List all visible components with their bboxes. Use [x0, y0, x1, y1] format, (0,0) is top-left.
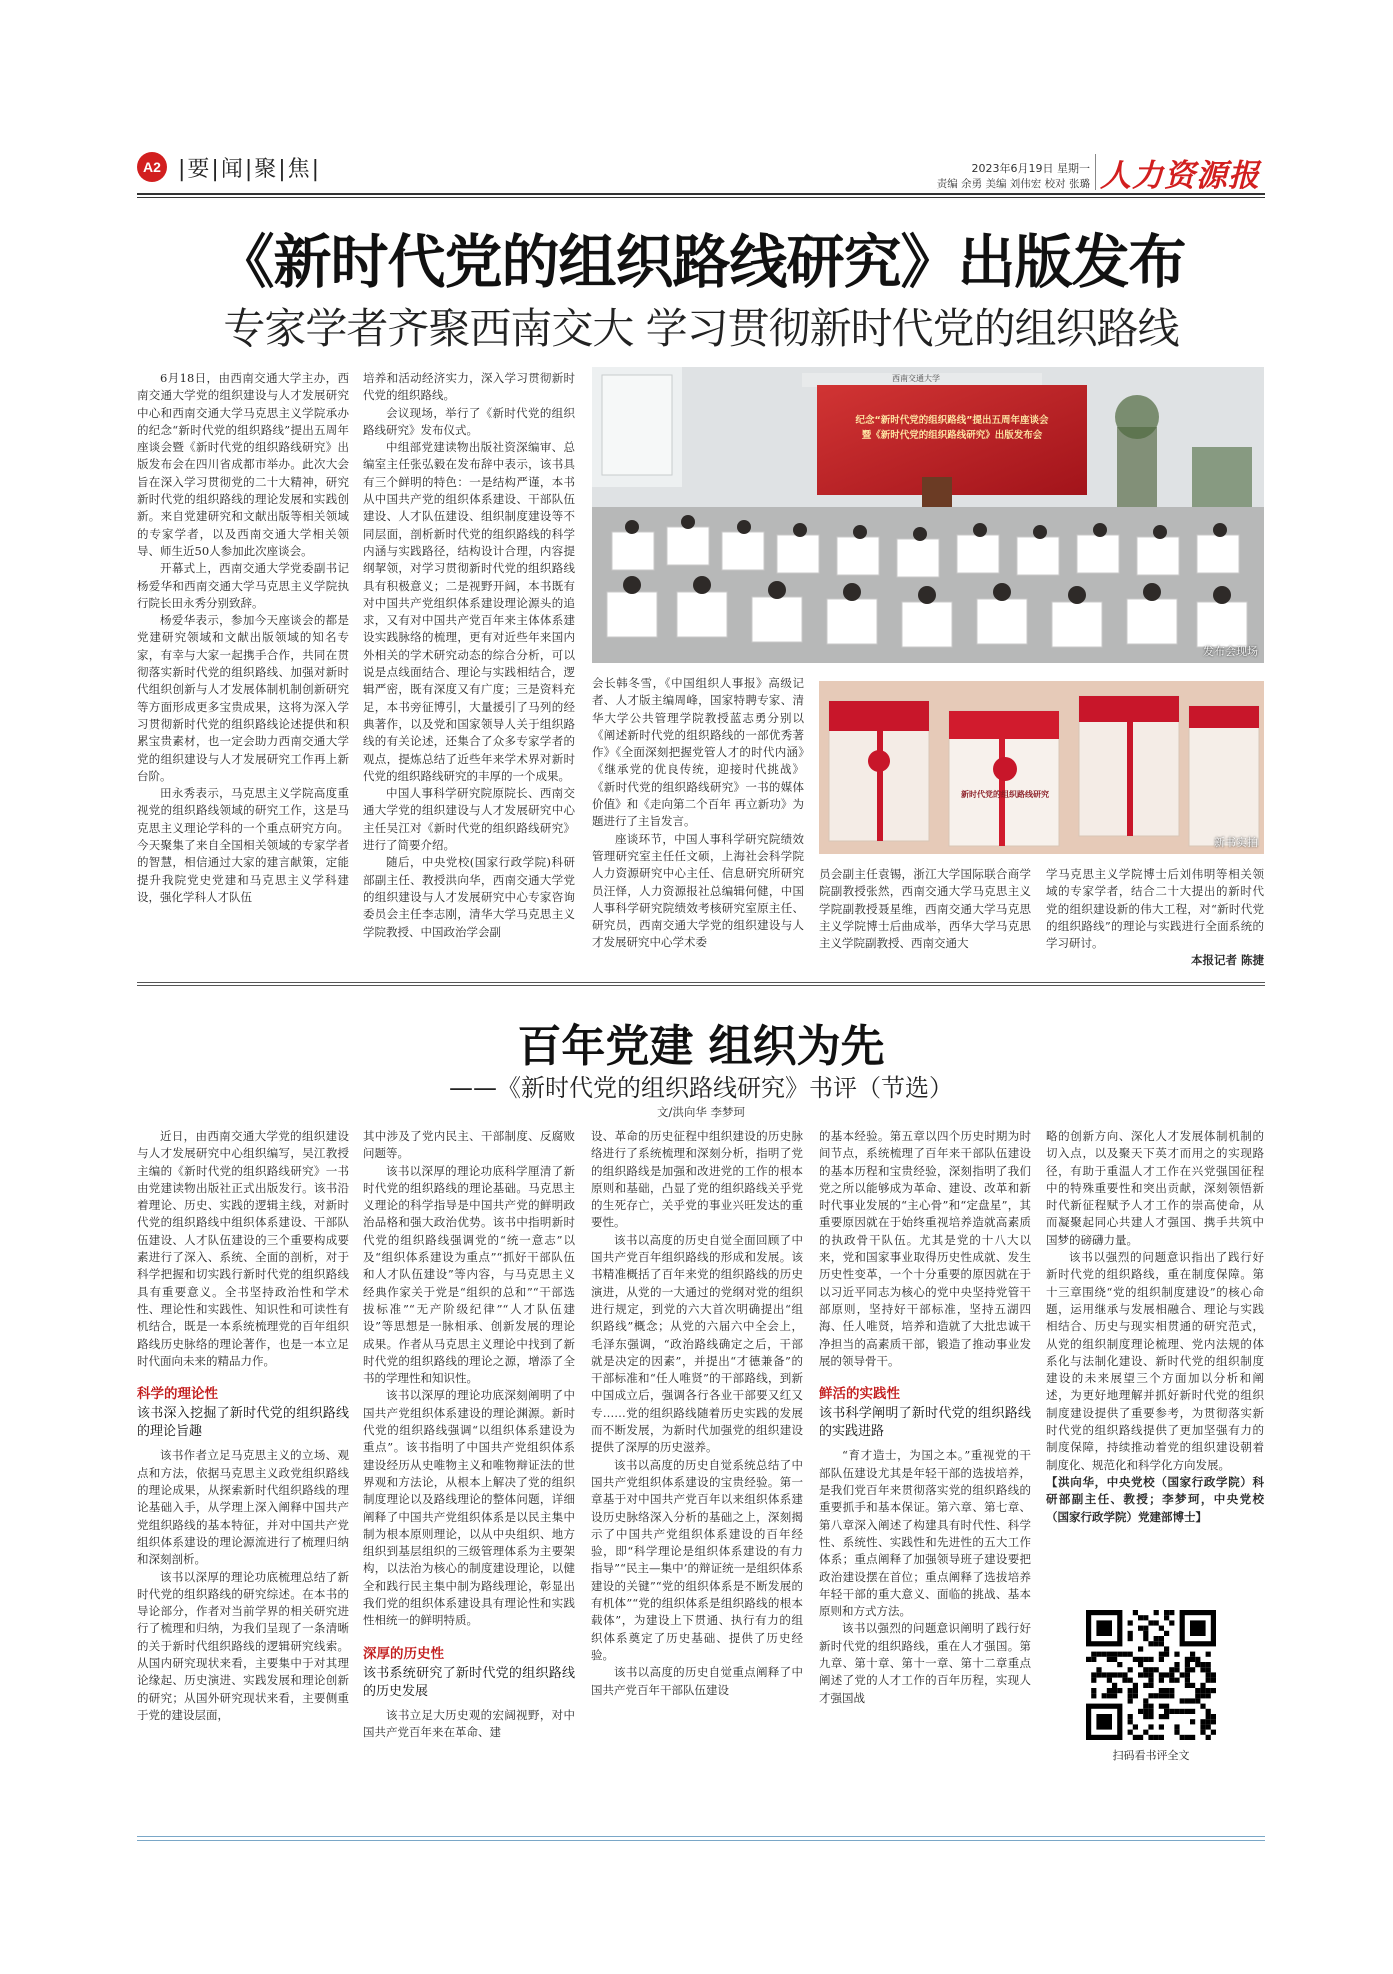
author-note: 【洪向华，中央党校（国家行政学院）科研部副主任、教授；李梦珂，中央党校（国家行政学院）党建部博士】 [1046, 1474, 1264, 1524]
paragraph: 学马克思主义学院博士后刘伟明等相关领域的专家学者，结合二十大提出的新时代党的组织建设新的伟大工程，对“新时代党的组织路线”的理论与实践进行全面系统的学习研讨。 [1046, 867, 1264, 951]
page-number-badge: A2 [137, 152, 167, 182]
paragraph: 座谈环节，中国人事科学研究院绩效管理研究室主任任文硕，上海社会科学院人力资源研究中心主任、信息研究所研究员汪怿，人力资源报社总编辑何健，中国人事科学研究院绩效考核研究室原主任、研究员，西南交通大学党的组织建设与人才发展研究中心学术委 [592, 831, 804, 950]
photo-banner-line2: 暨《新时代党的组织路线研究》出版发布会 [861, 430, 1043, 441]
photo-banner-line1: 纪念“新时代党的组织路线”提出五周年座谈会 [855, 415, 1049, 426]
section-subheading: 该书深入挖掘了新时代党的组织路线的理论旨趣 [137, 1406, 349, 1440]
paragraph: 该书以高度的历史自觉全面回顾了中国共产党百年组织路线的形成和发展。该书精准概括了百年来党的组织路线的历史演进，从党的一大通过的党纲对党的组织进行规定，到党的六大首次明确提出“组织路线”概念；从党的六届六中全会上，毛泽东强调，“政治路线确定之后，干部就是决定的因素”，并提出“才德兼备”的干部标准和“任人唯贤”的干部路线，到新中国成立后，强调各行各业干部要又红又专……党的组织路线随着历史实践的发展而不断发展，为新时代加强党的组织建设提供了深厚的历史滋养。 [591, 1232, 803, 1455]
article2-byline: 文/洪向华 李梦珂 [656, 1105, 746, 1119]
qr-code-image [1086, 1610, 1216, 1740]
photo-wall-sign: 西南交通大学 [892, 374, 940, 383]
paragraph: 随后，中央党校(国家行政学院)科研部副主任、教授洪向华，西南交通大学党的组织建设与人才发展研究中心专家咨询委员会主任李志刚，清华大学马克思主义学院教授、中国政治学会副 [363, 855, 575, 939]
paragraph: 近日，由西南交通大学党的组织建设与人才发展研究中心组织编写，吴江教授主编的《新时代党的组织路线研究》一书由党建读物出版社正式出版发行。该书沿着理论、历史、实践的逻辑主线，对新时代党的组织路线中组织体系建设、干部队伍建设、人才队伍建设的三个重要构成要素进行了深入、系统、全面的剖析，对于科学把握和切实践行新时代党的组织路线具有重要意义。全书坚持政治性和学术性、理论性和实践性、知识性和可读性有机结合，既是一本系统梳理党的百年组织路线历史脉络的理论著作，也是一本立足时代面向未来的精品力作。 [137, 1129, 349, 1368]
book-cover-title: 新时代党的组织路线研究 [961, 790, 1049, 799]
article2-title: 百年党建 组织为先 [517, 1021, 885, 1072]
article1-column-3 [592, 675, 804, 970]
paragraph: 该书以强烈的问题意识指出了践行好新时代党的组织路线，重在制度保障。第十三章围绕“党的组织制度建设”的核心命题，运用继承与发展相融合、理论与实践相结合、历史与现实相贯通的研究范式，从党的组织制度理论梳理、党内法规的体系化与法制化建设、新时代党的组织制度建设的未来展望三个方面加以分析和阐述，为更好地理解并抓好新时代党的组织制度建设提供了重要参考，为贯彻落实新时代党的组织路线提供了更加坚强有力的制度保障，持续推动着党的组织建设朝着制度化、规范化和科学化方向发展。 [1046, 1250, 1264, 1472]
section-subheading: 该书系统研究了新时代党的组织路线的历史发展 [363, 1665, 575, 1699]
paragraph: 该书以深厚的理论功底科学厘清了新时代党的组织路线的理论基础。马克思主义理论的科学指导是中国共产党的鲜明政治品格和强大政治优势。该书中指明新时代党的组织路线强调党的“统一意志”以及“组织体系建设为重点”“抓好干部队伍和人才队伍建设”等内容，与马克思主义经典作家关于党是“组织的总和”“干部选拔标准”“无产阶级纪律”“人才队伍建设”等思想是一脉相承、创新发展的理论成果。作者从马克思主义理论中找到了新时代党的组织路线的理论之源，增添了全书的学理性和知识性。 [363, 1163, 575, 1386]
paragraph: 中国人事科学研究院原院长、西南交通大学党的组织建设与人才发展研究中心主任吴江对《新时代党的组织路线研究》进行了简要介绍。 [363, 786, 575, 853]
paragraph: 6月18日，由西南交通大学主办，西南交通大学党的组织建设与人才发展研究中心和西南交通大学马克思主义学院承办的纪念“新时代党的组织路线”提出五周年座谈会暨《新时代党的组织路线研究》出版发布会在四川省成都市举办。此次大会旨在深入学习贯彻党的二十大精神，研究新时代党的组织路线的理论发展和实践创新。来自党建研究和文献出版等相关领域的专家学者，以及西南交通大学相关领导、师生近50人参加此次座谈会。 [137, 371, 349, 558]
paragraph: 该书以高度的历史自觉系统总结了中国共产党组织体系建设的宝贵经验。第一章基于对中国共产党百年以来组织体系建设历史脉络深入分析的基础之上，深刻揭示了中国共产党组织体系建设的百年经验，即“科学理论是组织体系建设的有力指导”“民主—集中’的辩证统一是组织体系建设的关键”“党的组织体系是不断发展的有机体”“党的组织体系是组织路线的根本载体”，为建设上下贯通、执行有力的组织体系奠定了历史基础、提供了历史经验。 [591, 1457, 803, 1662]
paragraph: 开幕式上，西南交通大学党委副书记杨爱华和西南交通大学马克思主义学院执行院长田永秀分别致辞。 [137, 561, 349, 610]
paragraph: 的基本经验。第五章以四个历史时期为时间节点，系统梳理了百年来干部队伍建设的基本历程和宝贵经验，深刻指明了我们党之所以能够成为革命、建设、改革和新时代事业发展的“主心骨”和“定盘星”，其重要原因就在于始终重视培养造就高素质的执政骨干队伍。尤其是党的十八大以来，党和国家事业取得历史性成就、发生历史性变革，一个十分重要的原因就在于以习近平同志为核心的党中央坚持党管干部原则，坚持好干部标准，坚持五湖四海、任人唯贤，培养和造就了大批忠诚干净担当的高素质干部，锻造了推动事业发展的领导骨干。 [819, 1129, 1031, 1368]
paragraph: 中组部党建读物出版社资深编审、总编室主任张弘毅在发布辞中表示，该书具有三个鲜明的特色：一是结构严谨，本书从中国共产党的组织体系建设、干部队伍建设、人才队伍建设、组织制度建设等不同层面，剖析新时代党的组织路线的科学内涵与实践路径，结构设计合理，内容提纲挈领，对学习贯彻新时代党的组织路线具有积极意义；二是视野开阔，本书既有对中国共产党组织体系建设理论源头的追求，又有对中国共产党百年来主体体系建设实践脉络的梳理，更有对近些年来国内外相关的学术研究动态的综合分析，可以说是点线面结合、理论与实践相结合，逻辑严密，既有深度又有广度；三是资料充足，本书旁征博引，大量援引了马列的经典著作，以及党和国家领导人关于组织路线的有关论述，还集合了众多专家学者的观点，提炼总结了近些年来学术界对新时代党的组织路线研究的丰厚的一个成果。 [363, 440, 575, 783]
book-photo [819, 681, 1264, 854]
article1-column-4 [819, 866, 1031, 970]
paragraph: 会长韩冬雪，《中国组织人事报》高级记者、人才版主编周峰，国家特聘专家、清华大学公共管理学院教授蓝志勇分别以《阐述新时代党的组织路线的一部优秀著作》《全面深刻把握党管人才的时代内涵》《继承党的优良传统，迎接时代挑战》《新时代党的组织路线研究》一书的媒体价值》和《走向第二个百年 再立新功》为题进行了主旨发言。 [592, 676, 804, 829]
paragraph: 该书立足大历史观的宏阔视野，对中国共产党百年来在革命、建 [363, 1707, 575, 1740]
article2-column-2 [363, 1128, 575, 1828]
article2-subtitle: ——《新时代党的组织路线研究》书评（节选） [449, 1074, 953, 1102]
article2-column-3 [591, 1128, 803, 1828]
article2-column-1 [137, 1128, 349, 1828]
photo-caption: 发布会现场 [1203, 645, 1258, 658]
article1-column-5 [1046, 866, 1264, 970]
date-line: 2023年6月19日 星期一 [971, 162, 1090, 175]
book-photo-illustration [819, 681, 1264, 854]
article2-column-5 [1046, 1128, 1264, 1568]
paragraph: 该书作者立足马克思主义的立场、观点和方法，依据马克思主义政党组织路线的理论成果，从探索新时代组织路线的理论基础入手，从学理上深入阐释中国共产党组织路线的基本特征，并对中国共产党组织体系建设的理论源流进行了梳理归纳和深刻剖析。 [137, 1448, 349, 1567]
section-heading: 鲜活的实践性 [819, 1386, 900, 1403]
qr-caption: 扫码看书评全文 [1112, 1749, 1190, 1762]
paragraph: 设、革命的历史征程中组织建设的历史脉络进行了系统梳理和深刻分析，指明了党的组织路线是加强和改进党的工作的根本原则和基础，凸显了党的组织路线关乎党的生死存亡，关乎党的事业兴旺发达的重要性。 [591, 1129, 803, 1230]
reporter-credit: 本报记者 陈捷 [1190, 953, 1264, 968]
paragraph: 该书以强烈的问题意识阐明了践行好新时代党的组织路线，重在人才强国。第九章、第十章、第十一章、第十二章重点阐述了党的人才工作的百年历程，实现人才强国战 [819, 1621, 1031, 1705]
paragraph: 其中涉及了党内民主、干部制度、反腐败问题等。 [363, 1129, 575, 1161]
editors-line: 责编 余勇 美编 刘伟宏 校对 张璐 [936, 178, 1090, 190]
section-subheading: 该书科学阐明了新时代党的组织路线的实践进路 [819, 1406, 1031, 1440]
paragraph: 田永秀表示，马克思主义学院高度重视党的组织路线领域的研究工作，这是马克思主义理论学科的一个重点研究方向。今天聚集了来自全国相关领域的专家学者的智慧，相信通过大家的建言献策，定能提升我院党史党建和马克思主义学科建设，强化学科人才队伍 [137, 786, 349, 904]
paragraph: 杨爱华表示，参加今天座谈会的都是党建研究领域和文献出版领域的知名专家，有幸与大家一起携手合作，共同在贯彻落实新时代党的组织路线、加强对新时代组织创新与人才发展体制机制创新研究等方面形成更多宝贵成果，这将为深入学习贯彻新时代党的组织路线论述提供和积累宝贵素材，也一定会助力西南交通大学党的组织建设与人才发展研究工作再上新台阶。 [137, 613, 349, 783]
paragraph: “育才造士，为国之本。”重视党的干部队伍建设尤其是年轻干部的选拔培养，是我们党百年来贯彻落实党的组织路线的重要抓手和基本保证。第六章、第七章、第八章深入阐述了构建具有时代性、科学性、系统性、实践性和先进性的五大工作体系；重点阐释了加强领导班子建设要把政治建设摆在首位；重点阐释了选拔培养年轻干部的重大意义、面临的挑战、基本原则和方式方法。 [819, 1448, 1031, 1619]
section-heading: 科学的理论性 [137, 1386, 218, 1403]
article2-column-4 [819, 1128, 1031, 1828]
section-heading: 深厚的历史性 [363, 1645, 444, 1662]
qr-code[interactable] [1086, 1610, 1216, 1740]
paragraph: 会议现场，举行了《新时代党的组织路线研究》发布仪式。 [363, 405, 575, 437]
article1-column-2 [363, 370, 575, 970]
paragraph: 略的创新方向、深化人才发展体制机制的切入点，以及聚天下英才而用之的实现路径，有助于重温人才工作在兴党强国征程中的特殊重要性和突出贡献，深刻领悟新时代新征程赋予人才工作的崇高使命，从而凝聚起同心共建人才强国、携手共筑中国梦的磅礴力量。 [1046, 1129, 1264, 1247]
paragraph: 该书以高度的历史自觉重点阐释了中国共产党百年干部队伍建设 [591, 1665, 803, 1697]
section-name: |要|闻|聚|焦| [178, 157, 322, 182]
paragraph: 该书以深厚的理论功底梳理总结了新时代党的组织路线的研究综述。在本书的导论部分，作者对当前学界的相关研究进行了梳理和归纳，为我们呈现了一条清晰的关于新时代组织路线的逻辑研究线索。从国内研究现状来看，主要集中于对其理论缘起、历史演进、实践发展和理论创新的研究；从国外研究现状来看，主要侧重于党的建设层面， [137, 1569, 349, 1722]
masthead-logo: 人力资源报 [1100, 158, 1260, 194]
photo-caption: 新书实拍 [1214, 836, 1258, 849]
paragraph: 培养和活动经济实力，深入学习贯彻新时代党的组织路线。 [363, 371, 575, 403]
paragraph: 该书以深厚的理论功底深刻阐明了中国共产党组织体系建设的理论渊源。新时代党的组织路线强调“以组织体系建设为重点”。该书指明了中国共产党组织体系建设经历从史唯物主义和唯物辩证法的世界观和方法论，从根本上解决了党的组织制度理论以及路线理论的整体问题，详细阐释了中国共产党组织体系是以民主集中制为根本原则理论，以从中央组织、地方组织到基层组织的三级管理体系为主要架构，以法治为核心的制度建设理论，以健全和践行民主集中制为路线理论，彰显出我们党的组织体系建设具有理论性和实践性相统一的鲜明特质。 [363, 1388, 575, 1628]
conference-photo [592, 367, 1264, 663]
paragraph: 员会副主任袁锡，浙江大学国际联合商学院副教授张然，西南交通大学马克思主义学院副教授聂星维，西南交通大学马克思主义学院博士后曲成举，西华大学马克思主义学院副教授、西南交通大 [819, 867, 1031, 951]
article1-column-1 [137, 370, 349, 970]
article1-title: 《新时代党的组织路线研究》出版发布 [216, 228, 1186, 296]
article1-subtitle: 专家学者齐聚西南交大 学习贯彻新时代党的组织路线 [223, 304, 1179, 353]
